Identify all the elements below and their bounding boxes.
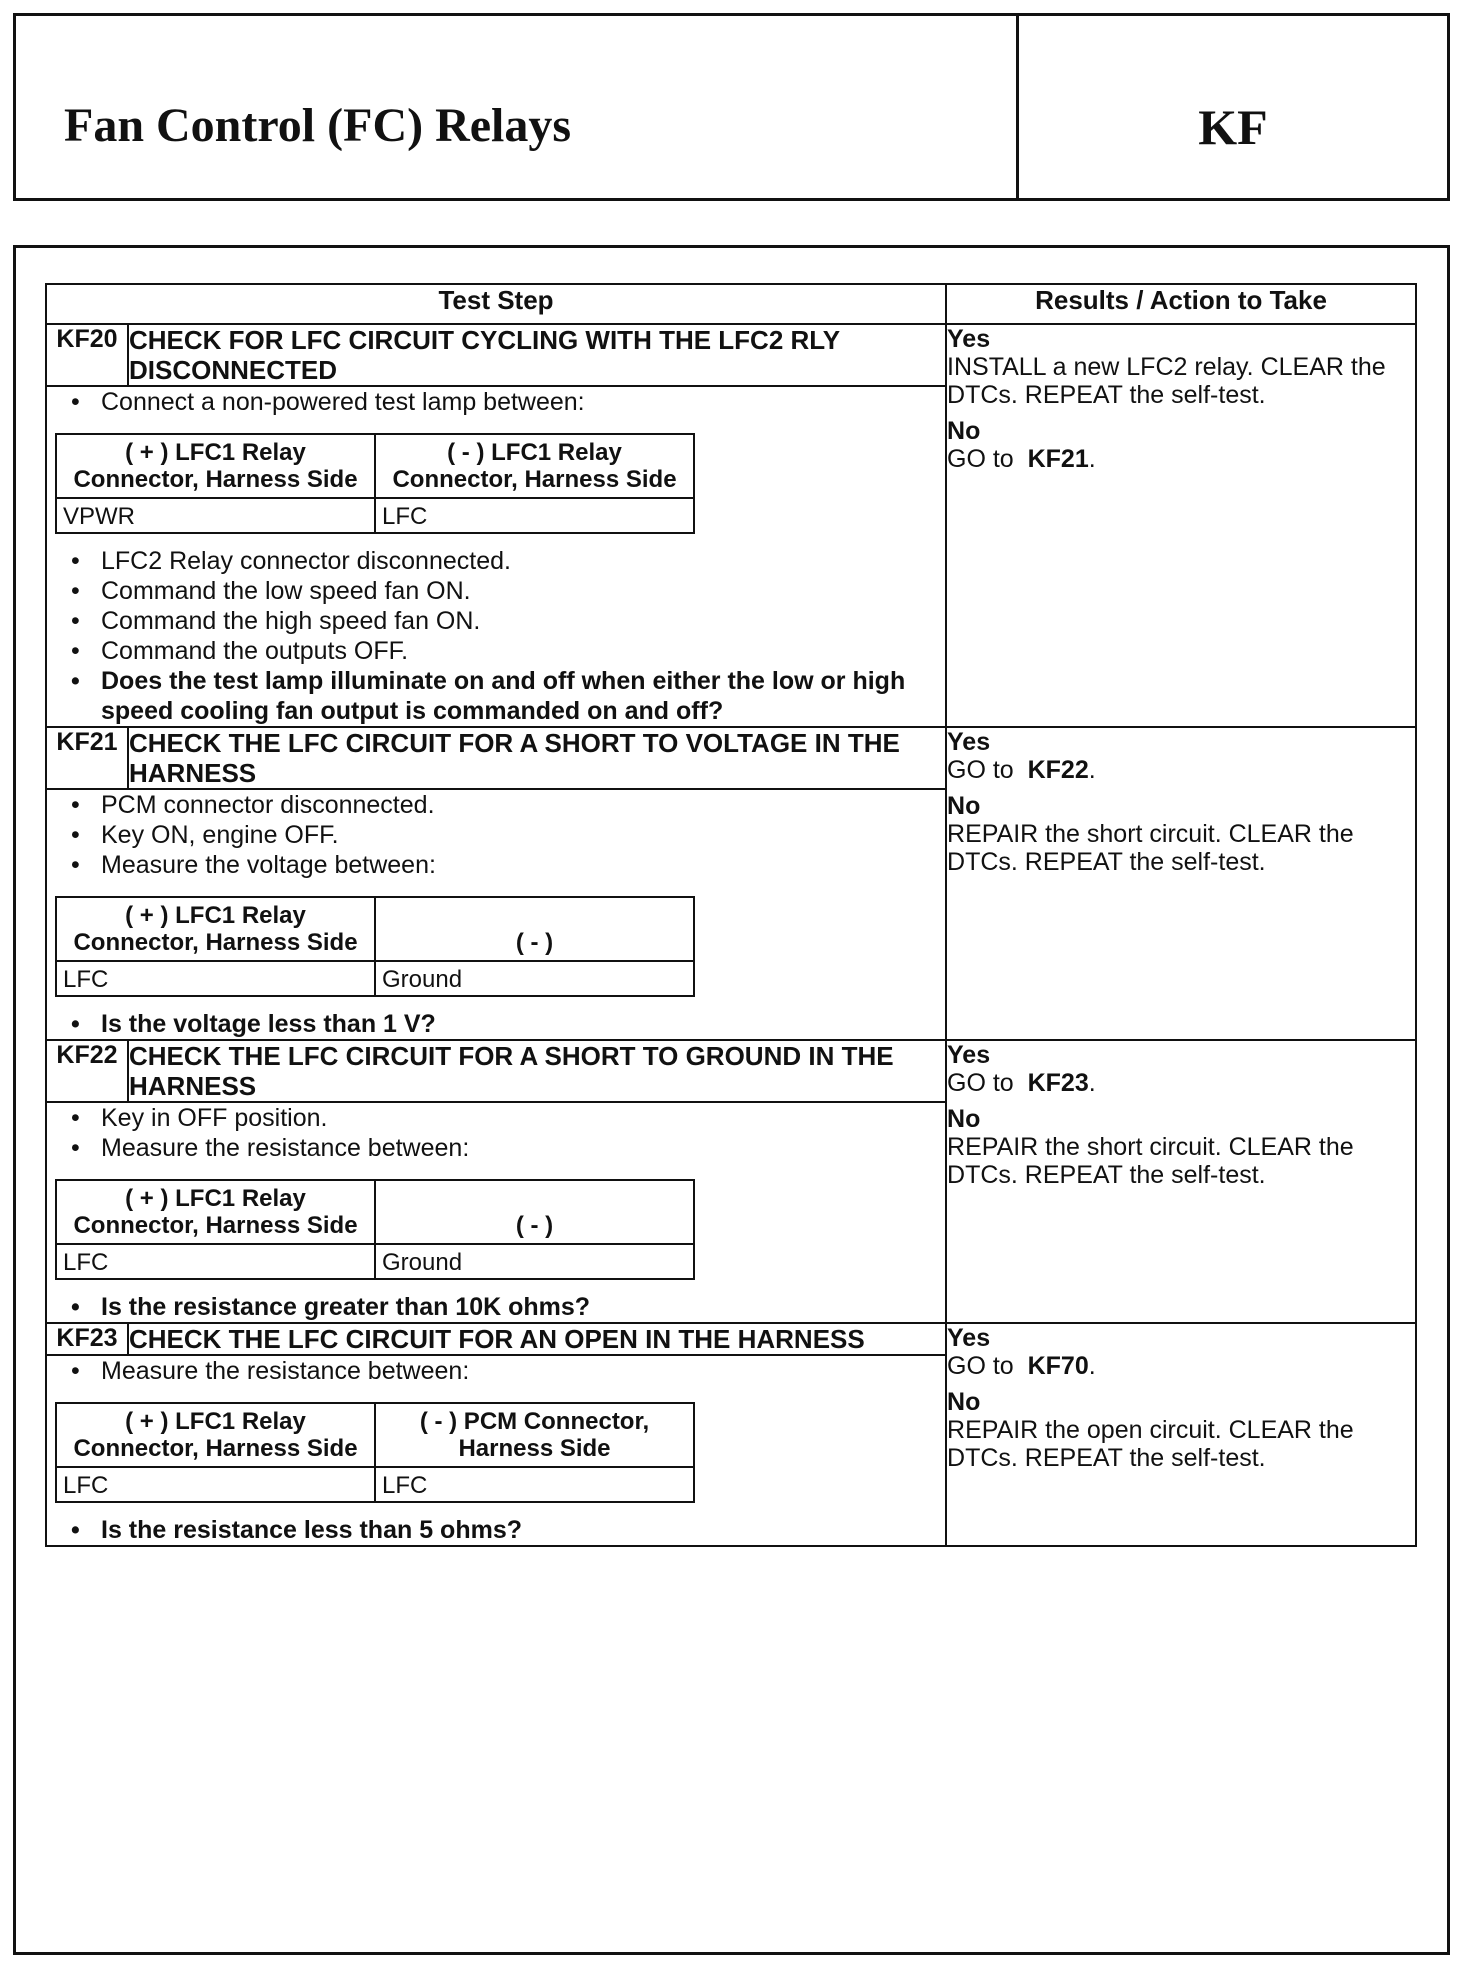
negative-lead-value: LFC	[375, 498, 694, 533]
positive-lead-value: LFC	[56, 1244, 375, 1279]
step-id: KF22	[46, 1040, 128, 1102]
step-question: • Does the test lamp illuminate on and off when either the low or high speed cooling fan output is commanded on and off?	[71, 666, 945, 726]
yes-action	[947, 1352, 1415, 1380]
step-title: CHECK THE LFC CIRCUIT FOR A SHORT TO VOLTAGE IN THE HARNESS	[128, 727, 946, 789]
bullet-list	[47, 1103, 945, 1163]
test-step-header: Test Step	[46, 284, 946, 324]
goto-text: GO to	[947, 756, 1014, 784]
step-kf22-results	[946, 1040, 1416, 1323]
goto-suffix: .	[1088, 445, 1096, 473]
step-kf20-results	[946, 324, 1416, 727]
list-item: • Command the low speed fan ON.	[71, 576, 945, 606]
goto-text: GO to	[947, 1352, 1014, 1380]
list-item: • Measure the resistance between:	[71, 1133, 945, 1163]
goto-text: GO to	[947, 1069, 1014, 1097]
no-action: REPAIR the short circuit. CLEAR the DTCs. REPEAT the self-test.	[947, 1133, 1354, 1189]
list-item: • Command the outputs OFF.	[71, 636, 945, 666]
no-action	[947, 445, 1415, 473]
bullet-list	[47, 790, 945, 880]
goto-step-ref: KF70	[1027, 1352, 1089, 1380]
list-item: • LFC2 Relay connector disconnected.	[71, 546, 945, 576]
connection-table	[55, 896, 695, 997]
connection-table	[55, 433, 695, 534]
no-block	[947, 417, 1415, 473]
step-kf21-results	[946, 727, 1416, 1040]
yes-label: Yes	[947, 325, 991, 353]
page-title: Fan Control (FC) Relays	[64, 99, 572, 152]
step-id: KF20	[46, 324, 128, 386]
list-item: • Measure the resistance between:	[71, 1356, 945, 1386]
list-item: • Command the high speed fan ON.	[71, 606, 945, 636]
negative-lead-header: ( - ) PCM Connector, Harness Side	[375, 1403, 694, 1467]
positive-lead-header: ( + ) LFC1 Relay Connector, Harness Side	[56, 1180, 375, 1244]
step-id: KF21	[46, 727, 128, 789]
page-header	[13, 13, 1450, 201]
bullet-list	[47, 1292, 945, 1322]
step-title: CHECK FOR LFC CIRCUIT CYCLING WITH THE LFC2 RLY DISCONNECTED	[128, 324, 946, 386]
step-question: • Is the resistance less than 5 ohms?	[71, 1515, 945, 1545]
negative-lead-value: LFC	[375, 1467, 694, 1502]
step-question: • Is the resistance greater than 10K ohms?	[71, 1292, 945, 1322]
goto-step-ref: KF23	[1027, 1069, 1089, 1097]
goto-text: GO to	[947, 445, 1014, 473]
step-title: CHECK THE LFC CIRCUIT FOR AN OPEN IN THE HARNESS	[128, 1323, 946, 1355]
step-body	[46, 1355, 946, 1546]
list-item: • Key in OFF position.	[71, 1103, 945, 1133]
no-label: No	[947, 417, 981, 445]
section-code: KF	[1198, 99, 1268, 155]
no-action: REPAIR the short circuit. CLEAR the DTCs. REPEAT the self-test.	[947, 820, 1354, 876]
yes-label: Yes	[947, 728, 991, 756]
yes-action: INSTALL a new LFC2 relay. CLEAR the DTCs. REPEAT the self-test.	[947, 353, 1386, 409]
no-label: No	[947, 1388, 981, 1416]
positive-lead-value: VPWR	[56, 498, 375, 533]
bullet-list	[47, 1356, 945, 1386]
goto-step-ref: KF22	[1027, 756, 1089, 784]
positive-lead-value: LFC	[56, 1467, 375, 1502]
yes-label: Yes	[947, 1324, 991, 1352]
positive-lead-value: LFC	[56, 961, 375, 996]
step-kf22-title-row	[46, 1040, 1416, 1102]
no-block	[947, 1388, 1415, 1472]
goto-suffix: .	[1088, 1352, 1096, 1380]
results-header: Results / Action to Take	[946, 284, 1416, 324]
negative-lead-value: Ground	[375, 1244, 694, 1279]
yes-action	[947, 1069, 1415, 1097]
list-item: • Connect a non-powered test lamp between:	[71, 387, 945, 417]
step-question: • Is the voltage less than 1 V?	[71, 1009, 945, 1039]
negative-lead-value: Ground	[375, 961, 694, 996]
yes-action	[947, 756, 1415, 784]
bullet-list	[47, 1009, 945, 1039]
yes-label: Yes	[947, 1041, 991, 1069]
test-step-table	[45, 283, 1417, 1547]
negative-lead-header: ( - )	[375, 1180, 694, 1244]
positive-lead-header: ( + ) LFC1 Relay Connector, Harness Side	[56, 434, 375, 498]
bullet-list	[47, 387, 945, 417]
no-label: No	[947, 792, 981, 820]
bullet-list	[47, 546, 945, 726]
connection-table	[55, 1402, 695, 1503]
step-body	[46, 386, 946, 727]
negative-lead-header: ( - ) LFC1 Relay Connector, Harness Side	[375, 434, 694, 498]
bullet-list	[47, 1515, 945, 1545]
no-label: No	[947, 1105, 981, 1133]
list-item: • Measure the voltage between:	[71, 850, 945, 880]
step-title: CHECK THE LFC CIRCUIT FOR A SHORT TO GROUND IN THE HARNESS	[128, 1040, 946, 1102]
positive-lead-header: ( + ) LFC1 Relay Connector, Harness Side	[56, 1403, 375, 1467]
goto-suffix: .	[1088, 1069, 1096, 1097]
step-kf21-title-row	[46, 727, 1416, 789]
step-body	[46, 789, 946, 1040]
step-id: KF23	[46, 1323, 128, 1355]
no-action: REPAIR the open circuit. CLEAR the DTCs. REPEAT the self-test.	[947, 1416, 1354, 1472]
negative-lead-header: ( - )	[375, 897, 694, 961]
connection-table	[55, 1179, 695, 1280]
step-body	[46, 1102, 946, 1323]
goto-suffix: .	[1088, 756, 1096, 784]
goto-step-ref: KF21	[1027, 445, 1089, 473]
positive-lead-header: ( + ) LFC1 Relay Connector, Harness Side	[56, 897, 375, 961]
step-kf23-title-row	[46, 1323, 1416, 1355]
no-block	[947, 792, 1415, 876]
list-item: • PCM connector disconnected.	[71, 790, 945, 820]
no-block	[947, 1105, 1415, 1189]
step-kf20-title-row	[46, 324, 1416, 386]
list-item: • Key ON, engine OFF.	[71, 820, 945, 850]
table-header-row	[46, 284, 1416, 324]
step-kf23-results	[946, 1323, 1416, 1546]
